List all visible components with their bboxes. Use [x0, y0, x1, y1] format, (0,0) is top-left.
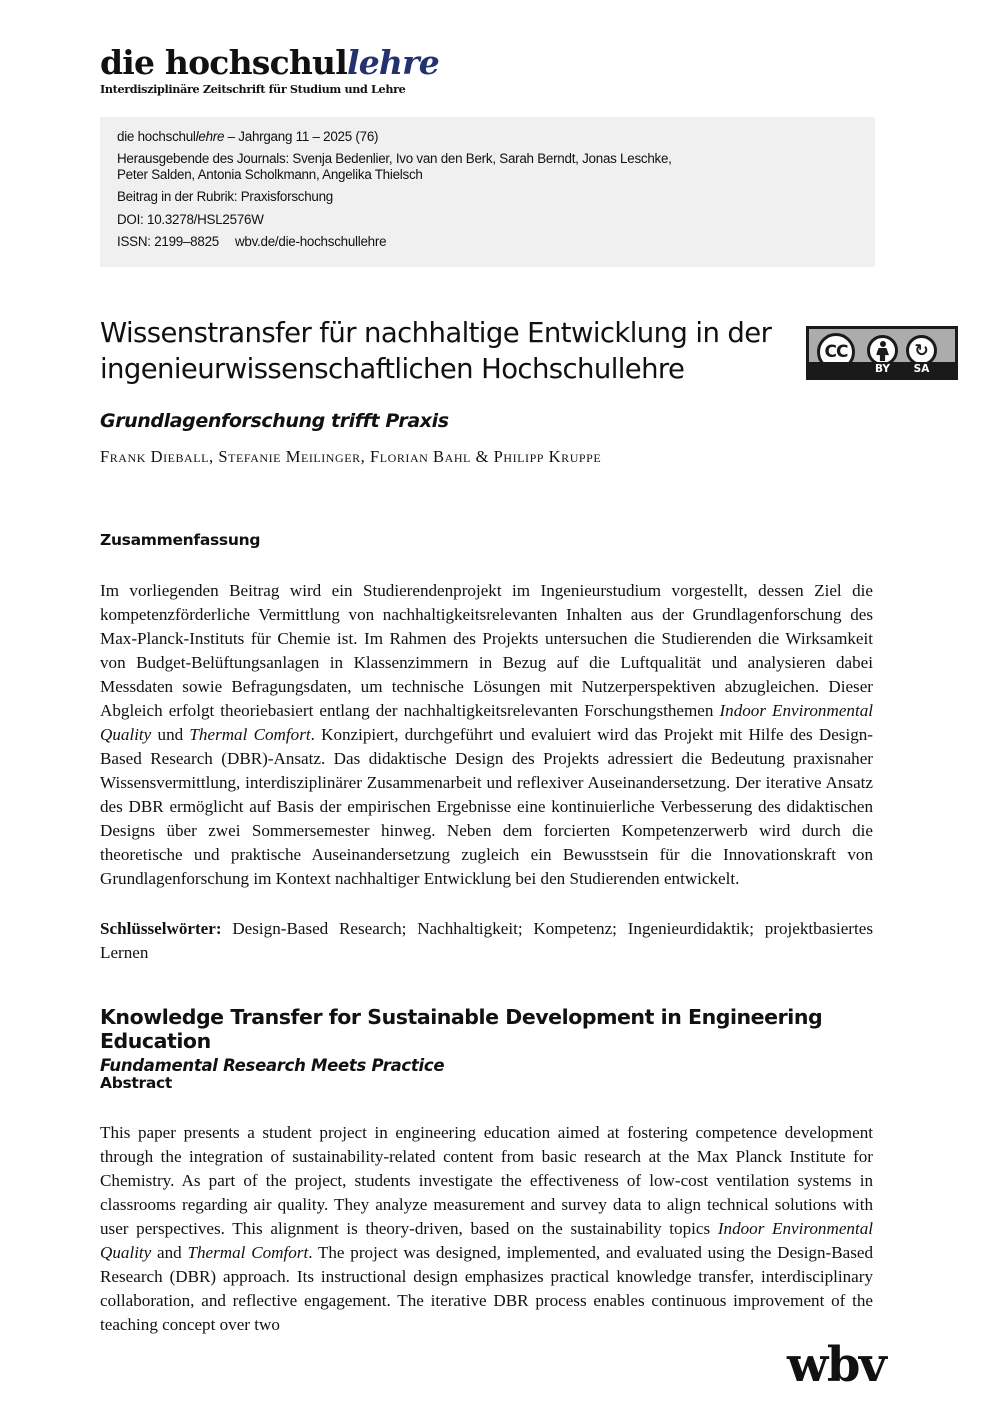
editors-names-1: Svenja Bedenlier, Ivo van den Berk, Sarah Berndt, Jonas Leschke, [292, 151, 672, 167]
german-abstract-part-3: . Konzipiert, durchgeführt und evaluiert wird das Projekt mit Hilfe des Design-Based Research (DBR)-Ansatz. Das didaktische Design des Projekts adressiert die Bedeutung praxisnaher Wissensvermittlung, interdisziplinärer Zusammenarbeit und reflexiver Auseinandersetzung. Der iterative Ansatz des DBR ermöglicht auf Basis der empirischen Ergebnisse eine kontinuierliche Verbesserung des didaktischen Designs über zwei Sommersemester hinweg. Neben dem forcierten Kompetenzerwerb wird durch die theoretische und praktische Auseinandersetzung zugleich ein Bewusstsein für die Innovationskraft von Grundlagenforschung im Kontext nachhaltiger Entwicklung bei den Studierenden entwickelt. [100, 724, 873, 888]
issue-suffix: – Jahrgang 11 – 2025 (76) [224, 129, 379, 144]
metadata-url[interactable]: wbv.de/die-hochschullehre [234, 234, 387, 250]
english-abstract-italic-1: Indoor Environmental Quality [100, 1218, 874, 1262]
cc-mark-label: CC [824, 342, 848, 362]
english-abstract-heading: Abstract [100, 1074, 173, 1092]
german-abstract-text [100, 579, 873, 890]
metadata-issn: ISSN: 2199–8825 [117, 234, 219, 250]
english-abstract-part-3: . The project was designed, implemented, and evaluated using the Design-Based Research (DBR) approach. Its instructional design emphasizes practical knowledge transfer, interdisciplinary collaboration, and reflective engagement. The iterative DBR process enables continuous improvement of the teaching concept over two [100, 1242, 873, 1334]
english-title: Knowledge Transfer for Sustainable Development in Engineering Education [100, 1005, 823, 1053]
metadata-doi[interactable]: DOI: 10.3278/HSL2576W [117, 211, 264, 227]
journal-masthead [100, 43, 500, 96]
english-abstract-italic-2: Thermal Comfort [187, 1242, 309, 1262]
cc-sa-label: SA [913, 363, 930, 375]
german-keywords [100, 917, 873, 965]
journal-logo [100, 43, 500, 82]
metadata-issue-line [117, 130, 717, 143]
person-body-shape [876, 348, 889, 361]
english-abstract-part-2: and [151, 1242, 188, 1262]
cc-badge-inner [809, 329, 955, 377]
wbv-publisher-logo: wbv [787, 1337, 886, 1393]
english-subtitle: Fundamental Research Meets Practice [100, 1055, 445, 1075]
metadata-lines [117, 130, 717, 257]
journal-tagline: Interdisziplinäre Zeitschrift für Studium und Lehre [100, 81, 406, 96]
share-alike-icon-glyph: ↻ [914, 340, 929, 361]
metadata-rubric: Beitrag in der Rubrik: Praxisforschung [117, 189, 334, 205]
english-abstract-text [100, 1121, 873, 1337]
article-subtitle: Grundlagenforschung trifft Praxis [100, 409, 449, 432]
english-abstract-part-1: This paper presents a student project in engineering education aimed at fostering competence development through the integration of sustainability-related content from basic research at the Max Planck Institute for Chemistry. As part of the project, students investigate the effectiveness of low-cost ventilation systems in classrooms regarding air quality. They analyze measurement and survey data to align technical solutions with user perspectives. This alignment is theory-driven, based on the sustainability topics [100, 1123, 873, 1238]
german-abstract-heading: Zusammenfassung [100, 531, 261, 549]
german-abstract-part-1: Im vorliegenden Beitrag wird ein Studierendenprojekt im Ingenieurstudium vorgestellt, dessen Ziel die kompetenzförderliche Vermittlung von nachhaltigkeitsrelevanten Inhalten aus der Grundlagenforschung des Max-Planck-Instituts für Chemie ist. Im Rahmen des Projekts untersuchen die Studierenden die Wirksamkeit von Budget-Belüftungsanlagen in Klassenzimmern in Bezug auf die Luftqualität und analysieren dabei Messdaten sowie Befragungsdaten, um technische Lösungen mit Nutzerperspektiven abzugleichen. Dieser Abgleich erfolgt theoriebasiert entlang der nachhaltigkeitsrelevanten Forschungsthemen [100, 581, 873, 720]
german-abstract-italic-1: Indoor Environmental Quality [100, 700, 873, 744]
metadata-editors-line-2: Peter Salden, Antonia Scholkmann, Angelika Thielsch [117, 166, 423, 182]
cc-by-label: BY [874, 363, 891, 375]
german-abstract-part-2: und [151, 724, 190, 744]
keywords-value: Design-Based Research; Nachhaltigkeit; Kompetenz; Ingenieurdidaktik; projektbasiertes Lernen [100, 919, 873, 963]
article-title: Wissenstransfer für nachhaltige Entwicklung in der ingenieurwissenschaftlichen Hochschullehre [100, 317, 772, 385]
cc-license-badge[interactable] [806, 326, 958, 380]
issue-accent: lehre [195, 129, 225, 144]
metadata-issn-line [117, 235, 717, 248]
article-authors: Frank Dieball, Stefanie Meilinger, Florian Bahl & Philipp Kruppe [100, 447, 602, 466]
editors-label: Herausgebende des Journals: [117, 151, 293, 167]
keywords-label: Schlüsselwörter: [100, 919, 222, 939]
german-abstract-italic-2: Thermal Comfort [189, 724, 311, 744]
journal-logo-main: die hochschul [100, 43, 347, 82]
journal-logo-accent: lehre [346, 43, 439, 82]
metadata-editors-line-1 [117, 152, 717, 165]
person-head-shape [880, 341, 886, 347]
issue-prefix: die hochschul [117, 129, 196, 144]
